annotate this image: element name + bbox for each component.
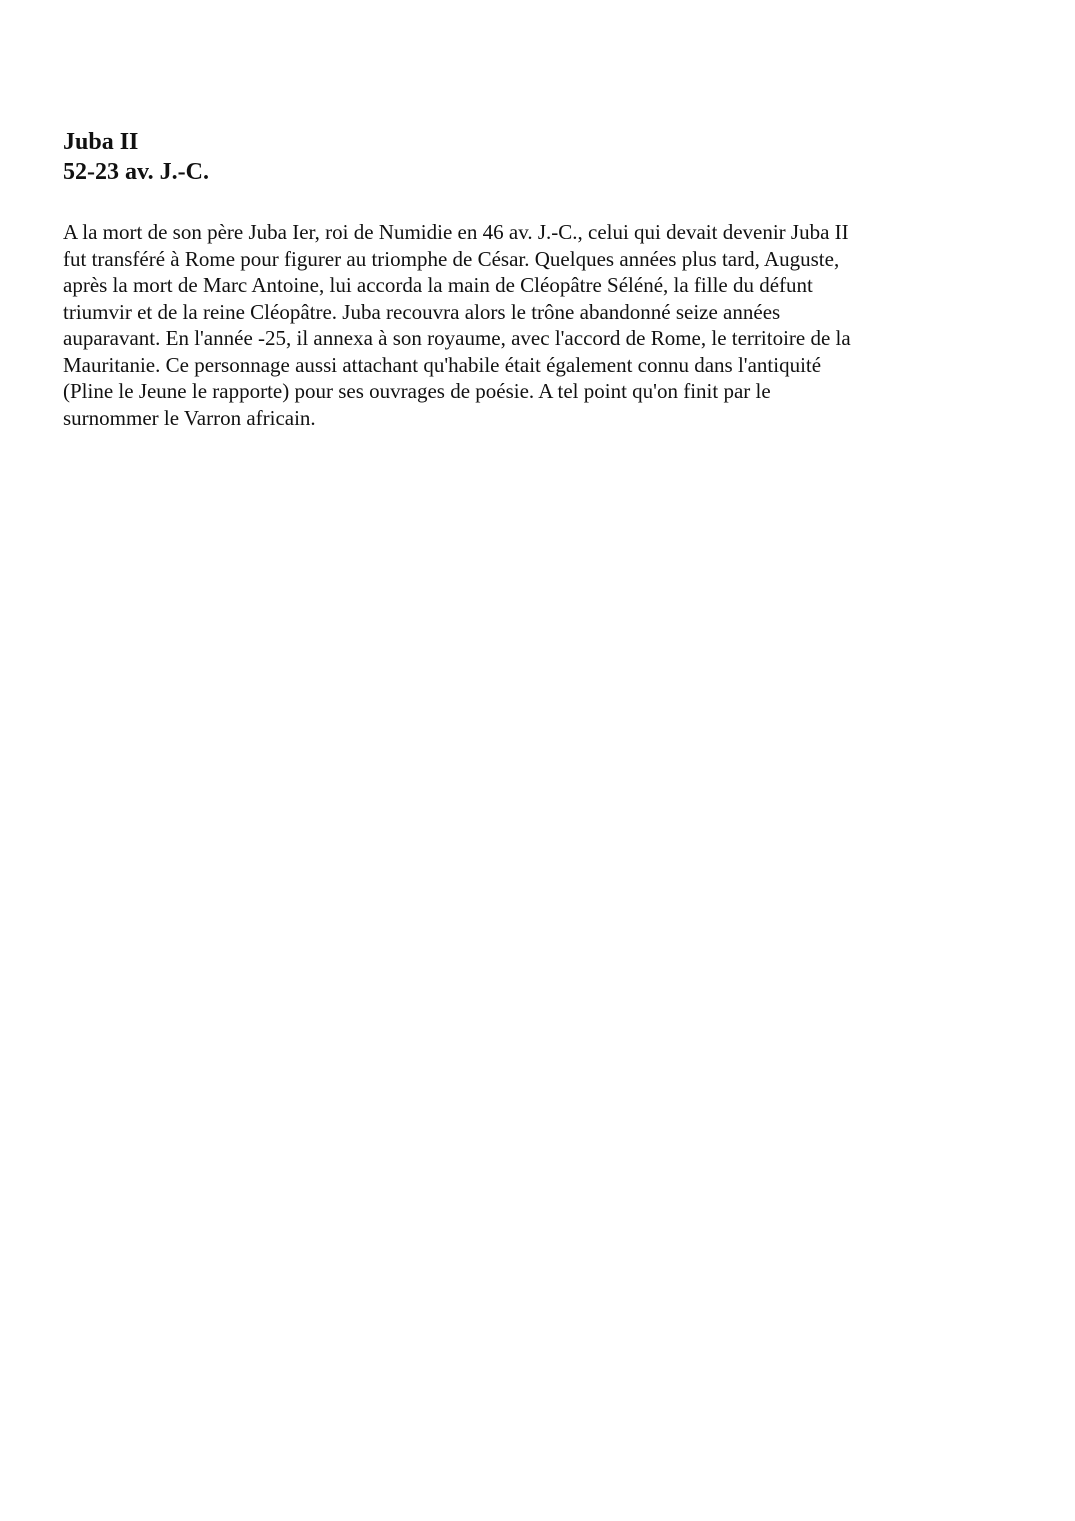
document-date-range: 52-23 av. J.-C. (63, 159, 209, 185)
paragraph-line: après la mort de Marc Antoine, lui accorda la main de Cléopâtre Séléné, la fille du défunt (63, 273, 813, 297)
document-heading (63, 127, 1023, 187)
paragraph-line: surnommer le Varron africain. (63, 405, 316, 430)
paragraph-line: Mauritanie. Ce personnage aussi attachant qu'habile était également connu dans l'antiquité (63, 352, 822, 377)
document-page (63, 127, 1023, 431)
document-paragraph (63, 219, 1023, 431)
paragraph-line: fut transféré à Rome pour figurer au triomphe de César. Quelques années plus tard, Auguste, (63, 246, 840, 271)
paragraph-line: triumvir et de la reine Cléopâtre. Juba recouvra alors le trône abandonné seize années (63, 299, 781, 324)
paragraph-line: auparavant. En l'année -25, il annexa à son royaume, avec l'accord de Rome, le territoire de la (63, 326, 851, 350)
document-title: Juba II (63, 129, 139, 155)
paragraph-line: (Pline le Jeune le rapporte) pour ses ouvrages de poésie. A tel point qu'on finit par le (63, 379, 771, 403)
paragraph-line: A la mort de son père Juba Ier, roi de Numidie en 46 av. J.-C., celui qui devait devenir Juba II (63, 220, 849, 244)
